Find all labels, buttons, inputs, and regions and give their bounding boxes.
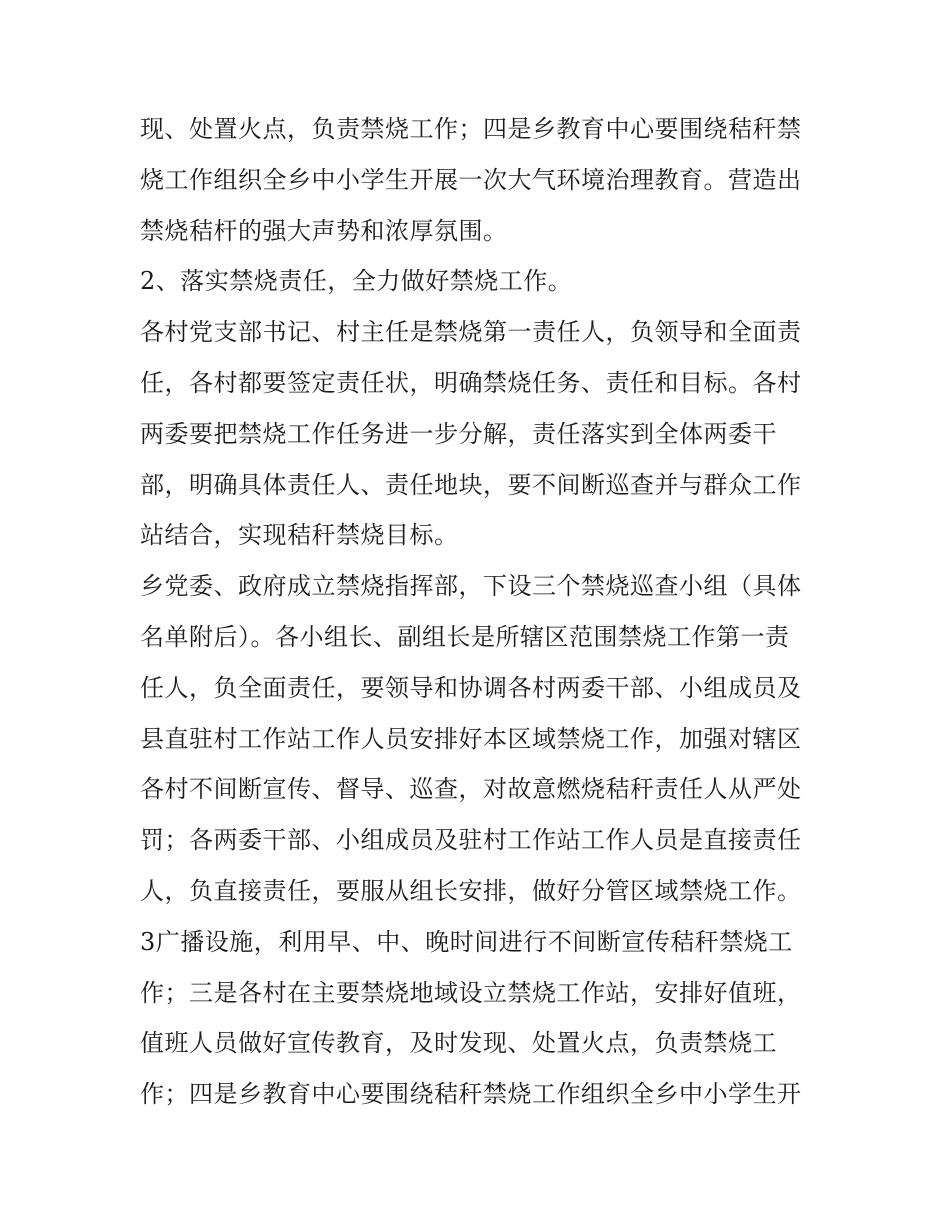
text-line: 烧工作组织全乡中小学生开展一次大气环境治理教育。营造出: [140, 165, 802, 194]
text-line: 各村党支部书记、村主任是禁烧第一责任人，负领导和全面责: [140, 318, 802, 347]
text-line: 罚；各两委干部、小组成员及驻村工作站工作人员是直接责任: [140, 826, 802, 855]
text-line: 作；四是乡教育中心要围绕秸秆禁烧工作组织全乡中小学生开: [140, 1080, 802, 1109]
text-line: 现、处置火点，负责禁烧工作；四是乡教育中心要围绕秸秆禁: [140, 115, 802, 143]
text-line: 乡党委、政府成立禁烧指挥部，下设三个禁烧巡查小组（具体: [140, 572, 802, 601]
text-line: 作；三是各村在主要禁烧地域设立禁烧工作站，安排好值班，: [140, 978, 802, 1007]
text-line: 部，明确具体责任人、责任地块，要不间断巡查并与群众工作: [140, 470, 802, 499]
document-body: [140, 104, 820, 1120]
text-line: 两委要把禁烧工作任务进一步分解，责任落实到全体两委干: [140, 419, 777, 448]
text-line: 站结合，实现秸秆禁烧目标。: [140, 521, 459, 550]
text-line: 名单附后）。各小组长、副组长是所辖区范围禁烧工作第一责: [140, 622, 790, 651]
text-line: 县直驻村工作站工作人员安排好本区域禁烧工作，加强对辖区: [140, 724, 802, 753]
text-line: 人，负直接责任，要服从组长安排，做好分管区域禁烧工作。: [140, 876, 802, 905]
text-line: 禁烧秸杆的强大声势和浓厚氛围。: [140, 216, 508, 245]
text-line: 各村不间断宣传、督导、巡查，对故意燃烧秸秆责任人从严处: [140, 775, 802, 804]
text-line: 3广播设施，利用早、中、晚时间进行不间断宣传秸秆禁烧工: [140, 927, 793, 956]
text-line: 任，各村都要签定责任状，明确禁烧任务、责任和目标。各村: [140, 368, 802, 397]
section-heading: 2、落实禁烧责任，全力做好禁烧工作。: [140, 267, 573, 296]
text-line: 值班人员做好宣传教育，及时发现、处置火点，负责禁烧工: [140, 1029, 777, 1058]
text-line: 任人，负全面责任，要领导和协调各村两委干部、小组成员及: [140, 673, 802, 702]
